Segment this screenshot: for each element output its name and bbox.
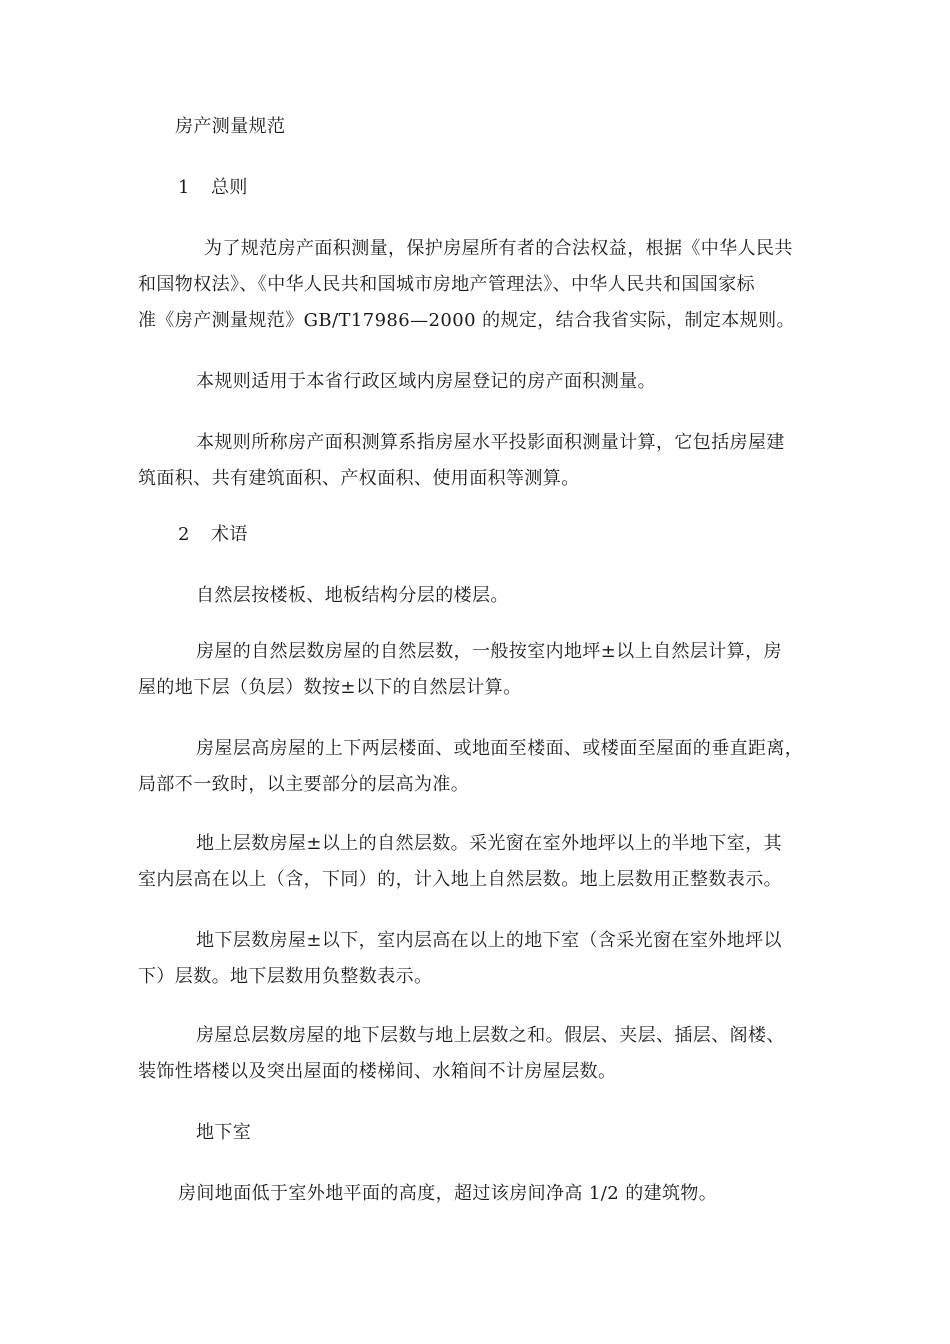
section-title: 术语 xyxy=(211,524,248,545)
paragraph-line: 筑面积、共有建筑面积、产权面积、使用面积等测算。 xyxy=(138,468,580,489)
section-heading-terms xyxy=(178,517,248,553)
paragraph-line: 下）层数。地下层数用负整数表示。 xyxy=(138,966,433,987)
paragraph-line: 和国物权法》、《中华人民共和国城市房地产管理法》、中华人民共和国国家标 xyxy=(138,274,755,295)
paragraph-line: 房屋层高房屋的上下两层楼面、或地面至楼面、或楼面至屋面的垂直距离， xyxy=(196,738,804,759)
section-number: 2 xyxy=(178,524,190,545)
term-natural-floor: 自然层按楼板、地板结构分层的楼层。 xyxy=(196,585,509,606)
section-number: 1 xyxy=(178,177,190,198)
term-basement-heading: 地下室 xyxy=(196,1122,252,1143)
paragraph-line: 房屋总层数房屋的地下层数与地上层数之和。假层、夹层、插层、阁楼、 xyxy=(196,1025,785,1046)
section-heading-general xyxy=(178,170,248,206)
paragraph-line: 本规则所称房产面积测算系指房屋水平投影面积测量计算，它包括房屋建 xyxy=(196,432,785,453)
paragraph-line: 屋的地下层（负层）数按±以下的自然层计算。 xyxy=(138,677,522,698)
paragraph-line: 地上层数房屋±以上的自然层数。采光窗在室外地坪以上的半地下室，其 xyxy=(196,833,782,854)
paragraph-line: 为了规范房产面积测量，保护房屋所有者的合法权益，根据《中华人民共 xyxy=(204,238,793,259)
paragraph-line: 地下层数房屋±以下，室内层高在以上的地下室（含采光窗在室外地坪以 xyxy=(196,930,782,951)
section-title: 总则 xyxy=(211,177,248,198)
paragraph-scope: 本规则适用于本省行政区域内房屋登记的房产面积测量。 xyxy=(196,371,656,392)
paragraph-line: 装饰性塔楼以及突出屋面的楼梯间、水箱间不计房屋层数。 xyxy=(138,1061,617,1082)
paragraph-line: 室内层高在以上（含，下同）的，计入地上自然层数。地上层数用正整数表示。 xyxy=(138,869,782,890)
paragraph-line: 局部不一致时，以主要部分的层高为准。 xyxy=(138,774,470,795)
paragraph-line: 房屋的自然层数房屋的自然层数，一般按室内地坪±以上自然层计算，房 xyxy=(196,641,782,662)
document-title: 房产测量规范 xyxy=(175,116,286,137)
term-basement-definition: 房间地面低于室外地平面的高度，超过该房间净高 1/2 的建筑物。 xyxy=(178,1183,718,1204)
paragraph-line: 准《房产测量规范》GB/T17986—2000 的规定，结合我省实际，制定本规则。 xyxy=(138,310,795,331)
